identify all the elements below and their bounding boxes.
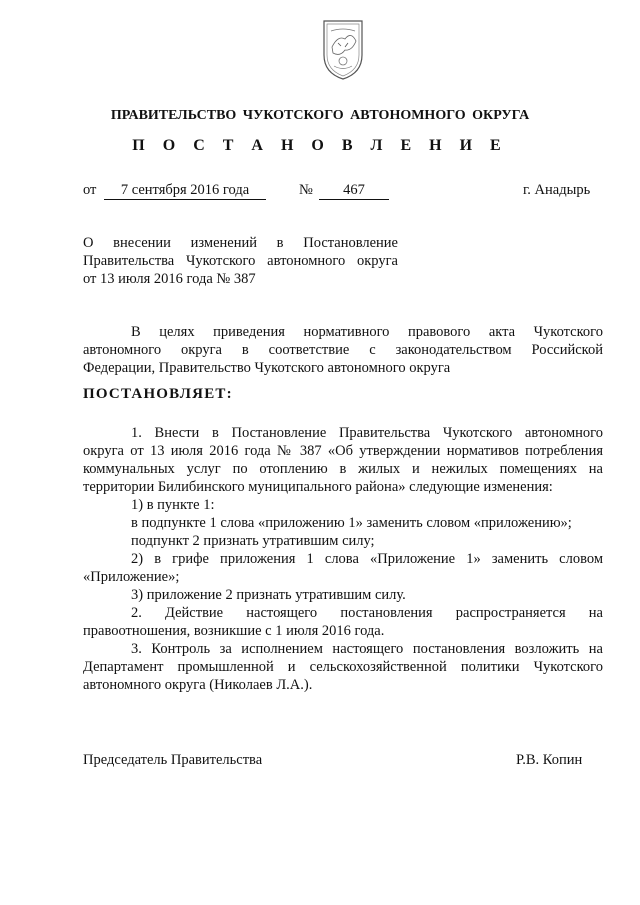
body-line: 2. Действие настоящего постановления распространяется на bbox=[131, 605, 603, 621]
signatory-name: Р.В. Копин bbox=[516, 752, 583, 768]
body-line: правоотношения, возникшие с 1 июля 2016 года. bbox=[83, 623, 385, 639]
subject-line: от 13 июля 2016 года № 387 bbox=[83, 271, 256, 287]
document-type: П О С Т А Н О В Л Е Н И Е bbox=[132, 137, 508, 154]
body-line: 1) в пункте 1: bbox=[131, 497, 215, 513]
body-line: подпункт 2 признать утратившим силу; bbox=[131, 533, 375, 549]
date-field bbox=[104, 181, 266, 200]
body-line: округа от 13 июля 2016 года № 387 «Об утверждении нормативов потребления bbox=[83, 443, 603, 459]
body-line: 3) приложение 2 признать утратившим силу. bbox=[131, 587, 406, 603]
preamble-line: автономного округа в соответствие с законодательством Российской bbox=[83, 342, 603, 358]
body-line: 3. Контроль за исполнением настоящего постановления возложить на bbox=[131, 641, 603, 657]
document-number: 467 bbox=[319, 181, 389, 200]
preamble-line: Федерации, Правительство Чукотского автономного округа bbox=[83, 360, 451, 376]
body-line: территории Билибинского муниципального района» следующие изменения: bbox=[83, 479, 553, 495]
body-line: коммунальных услуг по отоплению в жилых и нежилых помещениях на bbox=[83, 461, 603, 477]
body-line: «Приложение»; bbox=[83, 569, 180, 585]
document-date: 7 сентября 2016 года bbox=[104, 181, 266, 200]
subject-line: Правительства Чукотского автономного округа bbox=[83, 253, 398, 269]
document-subject bbox=[83, 234, 398, 288]
coat-of-arms-icon bbox=[318, 17, 368, 82]
preamble bbox=[83, 323, 603, 377]
date-from-label: от bbox=[83, 182, 97, 198]
body-line: Департамент промышленной и сельскохозяйственной политики Чукотского bbox=[83, 659, 603, 675]
government-title: ПРАВИТЕЛЬСТВО ЧУКОТСКОГО АВТОНОМНОГО ОКРУГА bbox=[110, 108, 530, 123]
body-line: в подпункте 1 слова «приложению 1» заменить словом «приложению»; bbox=[131, 515, 572, 531]
number-label: № bbox=[299, 182, 313, 198]
city: г. Анадырь bbox=[523, 182, 591, 198]
body-line: автономного округа (Николаев Л.А.). bbox=[83, 677, 313, 693]
subject-line: О внесении изменений в Постановление bbox=[83, 235, 398, 251]
preamble-line: В целях приведения нормативного правового акта Чукотского bbox=[131, 324, 603, 340]
number-field bbox=[319, 181, 389, 200]
body-line: 1. Внести в Постановление Правительства Чукотского автономного bbox=[131, 425, 603, 441]
resolves-heading: ПОСТАНОВЛЯЕТ: bbox=[83, 386, 233, 402]
body-line: 2) в грифе приложения 1 слова «Приложение 1» заменить словом bbox=[131, 551, 603, 567]
resolution-body bbox=[83, 424, 603, 694]
signatory-position: Председатель Правительства bbox=[83, 752, 263, 768]
